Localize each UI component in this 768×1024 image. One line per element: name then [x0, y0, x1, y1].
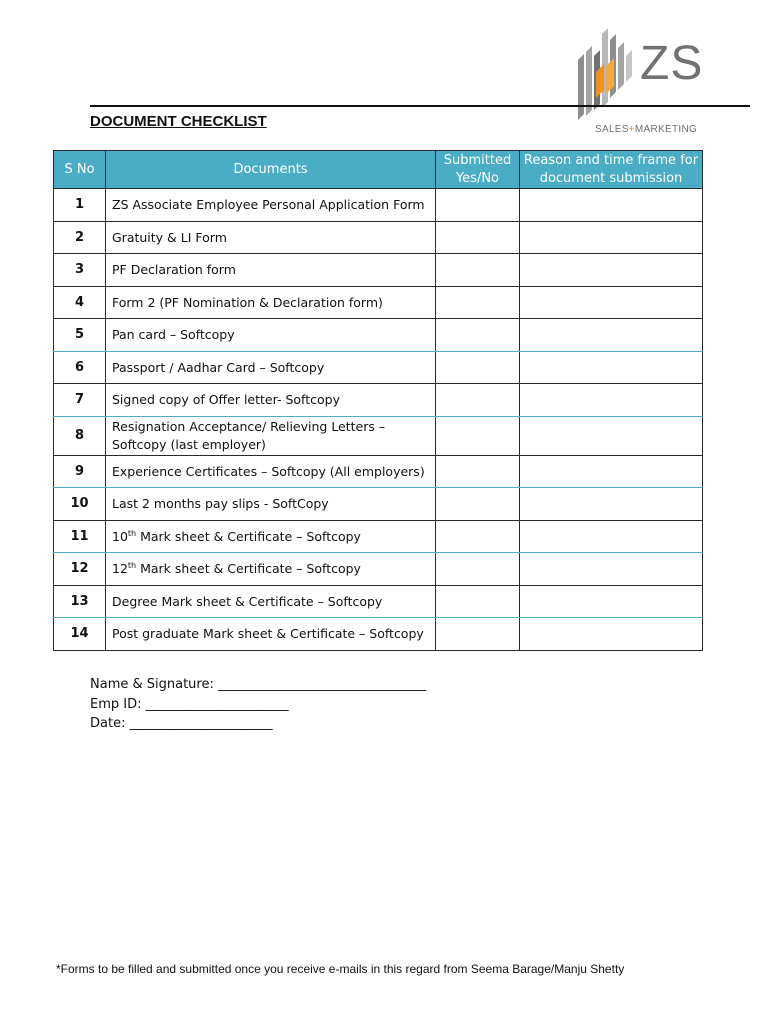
header-documents: Documents — [106, 151, 436, 189]
header-reason: Reason and time frame for document submission — [520, 151, 703, 189]
table-row — [54, 319, 703, 352]
row-sno: 11 — [54, 520, 106, 553]
zs-logo — [576, 26, 704, 140]
row-reason-cell[interactable] — [520, 221, 703, 254]
row-reason-cell[interactable] — [520, 351, 703, 384]
row-submitted-cell[interactable] — [436, 221, 520, 254]
row-document: 10th Mark sheet & Certificate – Softcopy — [106, 520, 436, 553]
row-reason-cell[interactable] — [520, 384, 703, 417]
row-document: Form 2 (PF Nomination & Declaration form) — [106, 286, 436, 319]
row-sno: 10 — [54, 488, 106, 521]
row-document: Signed copy of Offer letter- Softcopy — [106, 384, 436, 417]
row-sno: 9 — [54, 455, 106, 488]
footnote: *Forms to be filled and submitted once you receive e-mails in this regard from Seema Barage/Manju Shetty — [56, 962, 625, 976]
zs-logo-text: ZS — [640, 37, 704, 90]
date-line[interactable]: Date: ______________________ — [90, 716, 273, 731]
row-submitted-cell[interactable] — [436, 286, 520, 319]
row-reason-cell[interactable] — [520, 189, 703, 222]
row-document: Gratuity & LI Form — [106, 221, 436, 254]
row-sno: 12 — [54, 553, 106, 586]
row-sno: 8 — [54, 416, 106, 455]
row-sno: 6 — [54, 351, 106, 384]
row-submitted-cell[interactable] — [436, 254, 520, 287]
row-submitted-cell[interactable] — [436, 189, 520, 222]
row-document: Passport / Aadhar Card – Softcopy — [106, 351, 436, 384]
table-row — [54, 618, 703, 651]
row-submitted-cell[interactable] — [436, 520, 520, 553]
row-sno: 3 — [54, 254, 106, 287]
row-sno: 7 — [54, 384, 106, 417]
row-document: Resignation Acceptance/ Relieving Letters – Softcopy (last employer) — [106, 416, 436, 455]
row-submitted-cell[interactable] — [436, 455, 520, 488]
table-row — [54, 585, 703, 618]
table-row — [54, 488, 703, 521]
table-row — [54, 286, 703, 319]
zs-logo-tagline: SALES+MARKETING — [595, 124, 698, 135]
row-submitted-cell[interactable] — [436, 488, 520, 521]
row-sno: 1 — [54, 189, 106, 222]
row-submitted-cell[interactable] — [436, 585, 520, 618]
row-document: Last 2 months pay slips - SoftCopy — [106, 488, 436, 521]
zs-logo-mark-icon — [576, 26, 640, 126]
table-row — [54, 189, 703, 222]
row-submitted-cell[interactable] — [436, 618, 520, 651]
row-reason-cell[interactable] — [520, 416, 703, 455]
row-reason-cell[interactable] — [520, 618, 703, 651]
header-sno: S No — [54, 151, 106, 189]
header-rule — [90, 105, 750, 107]
table-row — [54, 455, 703, 488]
row-submitted-cell[interactable] — [436, 416, 520, 455]
row-sno: 13 — [54, 585, 106, 618]
row-sno: 2 — [54, 221, 106, 254]
table-row — [54, 221, 703, 254]
row-submitted-cell[interactable] — [436, 351, 520, 384]
row-reason-cell[interactable] — [520, 488, 703, 521]
row-reason-cell[interactable] — [520, 585, 703, 618]
row-submitted-cell[interactable] — [436, 319, 520, 352]
row-sno: 5 — [54, 319, 106, 352]
table-row — [54, 254, 703, 287]
row-reason-cell[interactable] — [520, 520, 703, 553]
table-row — [54, 351, 703, 384]
row-sno: 14 — [54, 618, 106, 651]
row-document: ZS Associate Employee Personal Application Form — [106, 189, 436, 222]
row-document: PF Declaration form — [106, 254, 436, 287]
table-row — [54, 384, 703, 417]
table-row — [54, 553, 703, 586]
row-reason-cell[interactable] — [520, 286, 703, 319]
table-row — [54, 416, 703, 455]
row-document: 12th Mark sheet & Certificate – Softcopy — [106, 553, 436, 586]
row-sno: 4 — [54, 286, 106, 319]
row-submitted-cell[interactable] — [436, 384, 520, 417]
row-document: Pan card – Softcopy — [106, 319, 436, 352]
row-document: Post graduate Mark sheet & Certificate – Softcopy — [106, 618, 436, 651]
header-submitted: Submitted Yes/No — [436, 151, 520, 189]
document-title: DOCUMENT CHECKLIST — [90, 113, 267, 130]
table-row — [54, 520, 703, 553]
name-signature-line[interactable]: Name & Signature: ________________________________ — [90, 677, 426, 692]
row-document: Experience Certificates – Softcopy (All employers) — [106, 455, 436, 488]
row-reason-cell[interactable] — [520, 553, 703, 586]
row-reason-cell[interactable] — [520, 254, 703, 287]
table-header-row — [54, 151, 703, 189]
row-reason-cell[interactable] — [520, 455, 703, 488]
row-document: Degree Mark sheet & Certificate – Softcopy — [106, 585, 436, 618]
document-checklist-table — [53, 150, 703, 651]
signature-block — [90, 675, 426, 734]
row-submitted-cell[interactable] — [436, 553, 520, 586]
emp-id-line[interactable]: Emp ID: ______________________ — [90, 696, 289, 712]
row-reason-cell[interactable] — [520, 319, 703, 352]
